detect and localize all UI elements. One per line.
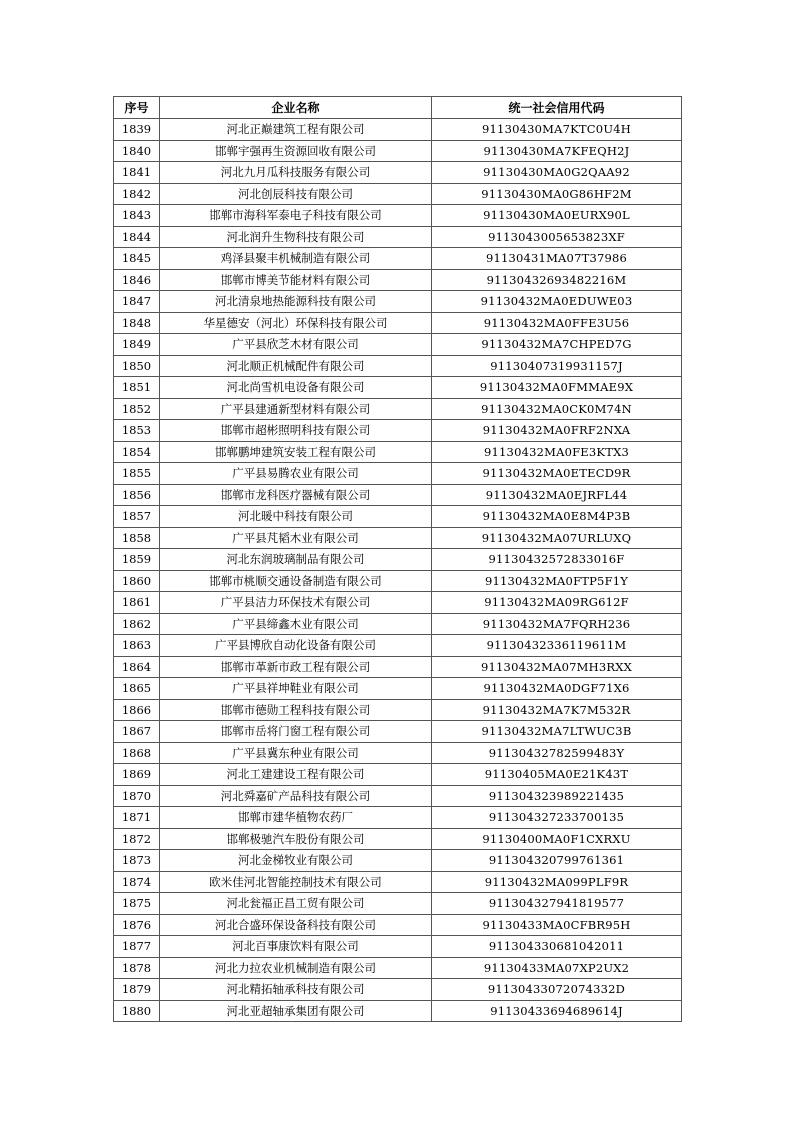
cell-enterprise-name: 邯郸市革新市政工程有限公司 <box>160 656 432 678</box>
cell-enterprise-name: 邯郸市建华植物农药厂 <box>160 807 432 829</box>
cell-enterprise-name: 河北尚雪机电设备有限公司 <box>160 377 432 399</box>
cell-credit-code: 91130433694689614J <box>432 1000 682 1022</box>
table-row <box>114 764 682 786</box>
table-row <box>114 183 682 205</box>
cell-credit-code: 91130433MA07XP2UX2 <box>432 957 682 979</box>
cell-enterprise-name: 邯郸市桃顺交通设备制造有限公司 <box>160 570 432 592</box>
cell-enterprise-name: 邯郸市超彬照明科技有限公司 <box>160 420 432 442</box>
cell-serial-number: 1877 <box>114 936 160 958</box>
cell-serial-number: 1860 <box>114 570 160 592</box>
cell-credit-code: 91130432336119611M <box>432 635 682 657</box>
cell-credit-code: 911304320799761361 <box>432 850 682 872</box>
cell-serial-number: 1843 <box>114 205 160 227</box>
table-row <box>114 506 682 528</box>
cell-credit-code: 91130431MA07T37986 <box>432 248 682 270</box>
table-row <box>114 140 682 162</box>
cell-serial-number: 1874 <box>114 871 160 893</box>
cell-enterprise-name: 邯郸市博美节能材料有限公司 <box>160 269 432 291</box>
table-row <box>114 807 682 829</box>
cell-enterprise-name: 河北合盛环保设备科技有限公司 <box>160 914 432 936</box>
cell-enterprise-name: 广平县祥坤鞋业有限公司 <box>160 678 432 700</box>
table-row <box>114 979 682 1001</box>
cell-enterprise-name: 邯郸市龙科医疗器械有限公司 <box>160 484 432 506</box>
cell-credit-code: 911304330681042011 <box>432 936 682 958</box>
cell-serial-number: 1846 <box>114 269 160 291</box>
cell-enterprise-name: 邯郸鹏坤建筑安装工程有限公司 <box>160 441 432 463</box>
cell-credit-code: 91130432MA0EJRFL44 <box>432 484 682 506</box>
table-row <box>114 656 682 678</box>
cell-enterprise-name: 河北暖中科技有限公司 <box>160 506 432 528</box>
table-row <box>114 119 682 141</box>
cell-enterprise-name: 河北正巅建筑工程有限公司 <box>160 119 432 141</box>
cell-serial-number: 1858 <box>114 527 160 549</box>
cell-serial-number: 1840 <box>114 140 160 162</box>
cell-enterprise-name: 邯郸市岳将门窗工程有限公司 <box>160 721 432 743</box>
table-header-row <box>114 97 682 119</box>
header-credit-code: 统一社会信用代码 <box>432 97 682 119</box>
cell-enterprise-name: 河北东润玻璃制品有限公司 <box>160 549 432 571</box>
cell-enterprise-name: 河北力拉农业机械制造有限公司 <box>160 957 432 979</box>
cell-enterprise-name: 广平县欣芝木材有限公司 <box>160 334 432 356</box>
cell-credit-code: 91130400MA0F1CXRXU <box>432 828 682 850</box>
table-row <box>114 334 682 356</box>
cell-credit-code: 91130432MA7CHPED7G <box>432 334 682 356</box>
table-row <box>114 592 682 614</box>
cell-enterprise-name: 广平县芃韬木业有限公司 <box>160 527 432 549</box>
table-row <box>114 785 682 807</box>
table-body <box>114 119 682 1022</box>
cell-serial-number: 1862 <box>114 613 160 635</box>
cell-enterprise-name: 河北顺正机械配件有限公司 <box>160 355 432 377</box>
table-row <box>114 570 682 592</box>
cell-serial-number: 1850 <box>114 355 160 377</box>
cell-credit-code: 91130433072074332D <box>432 979 682 1001</box>
cell-credit-code: 91130430MA0EURX90L <box>432 205 682 227</box>
cell-enterprise-name: 河北九月瓜科技服务有限公司 <box>160 162 432 184</box>
cell-credit-code: 91130432693482216M <box>432 269 682 291</box>
cell-serial-number: 1859 <box>114 549 160 571</box>
cell-serial-number: 1866 <box>114 699 160 721</box>
table-row <box>114 527 682 549</box>
table-row <box>114 420 682 442</box>
cell-credit-code: 91130433MA0CFBR95H <box>432 914 682 936</box>
cell-serial-number: 1879 <box>114 979 160 1001</box>
table-row <box>114 957 682 979</box>
table-row <box>114 699 682 721</box>
table-row <box>114 484 682 506</box>
cell-serial-number: 1865 <box>114 678 160 700</box>
cell-credit-code: 91130432MA07URLUXQ <box>432 527 682 549</box>
cell-serial-number: 1854 <box>114 441 160 463</box>
cell-serial-number: 1856 <box>114 484 160 506</box>
cell-serial-number: 1857 <box>114 506 160 528</box>
table-row <box>114 205 682 227</box>
cell-enterprise-name: 河北舜嘉矿产品科技有限公司 <box>160 785 432 807</box>
cell-enterprise-name: 广平县冀东种业有限公司 <box>160 742 432 764</box>
cell-serial-number: 1861 <box>114 592 160 614</box>
header-enterprise-name: 企业名称 <box>160 97 432 119</box>
cell-serial-number: 1864 <box>114 656 160 678</box>
cell-serial-number: 1844 <box>114 226 160 248</box>
cell-serial-number: 1847 <box>114 291 160 313</box>
cell-enterprise-name: 河北润升生物科技有限公司 <box>160 226 432 248</box>
cell-credit-code: 91130432MA099PLF9R <box>432 871 682 893</box>
table-row <box>114 678 682 700</box>
cell-enterprise-name: 河北亚超轴承集团有限公司 <box>160 1000 432 1022</box>
cell-serial-number: 1842 <box>114 183 160 205</box>
table-row <box>114 635 682 657</box>
table-row <box>114 914 682 936</box>
table-row <box>114 721 682 743</box>
cell-credit-code: 91130432MA0CK0M74N <box>432 398 682 420</box>
cell-enterprise-name: 华星德安（河北）环保科技有限公司 <box>160 312 432 334</box>
cell-enterprise-name: 广平县建通新型材料有限公司 <box>160 398 432 420</box>
cell-serial-number: 1878 <box>114 957 160 979</box>
cell-enterprise-name: 广平县缔鑫木业有限公司 <box>160 613 432 635</box>
cell-credit-code: 91130432MA0ETECD9R <box>432 463 682 485</box>
table-row <box>114 377 682 399</box>
cell-credit-code: 91130432MA7LTWUC3B <box>432 721 682 743</box>
cell-serial-number: 1851 <box>114 377 160 399</box>
cell-serial-number: 1852 <box>114 398 160 420</box>
cell-credit-code: 91130432MA0FTP5F1Y <box>432 570 682 592</box>
table-row <box>114 226 682 248</box>
cell-credit-code: 911304323989221435 <box>432 785 682 807</box>
cell-credit-code: 91130432MA0FE3KTX3 <box>432 441 682 463</box>
cell-serial-number: 1853 <box>114 420 160 442</box>
table-row <box>114 398 682 420</box>
cell-serial-number: 1863 <box>114 635 160 657</box>
table-row <box>114 871 682 893</box>
cell-credit-code: 91130432MA0DGF71X6 <box>432 678 682 700</box>
cell-credit-code: 91130432MA0FFE3U56 <box>432 312 682 334</box>
cell-credit-code: 91130430MA7KFEQH2J <box>432 140 682 162</box>
table-row <box>114 742 682 764</box>
cell-serial-number: 1871 <box>114 807 160 829</box>
cell-serial-number: 1870 <box>114 785 160 807</box>
cell-enterprise-name: 鸡泽县聚丰机械制造有限公司 <box>160 248 432 270</box>
cell-enterprise-name: 河北百事康饮料有限公司 <box>160 936 432 958</box>
cell-enterprise-name: 广平县博欣自动化设备有限公司 <box>160 635 432 657</box>
cell-serial-number: 1869 <box>114 764 160 786</box>
cell-serial-number: 1855 <box>114 463 160 485</box>
table-row <box>114 936 682 958</box>
cell-credit-code: 91130430MA7KTC0U4H <box>432 119 682 141</box>
enterprise-table <box>113 96 682 1022</box>
table-row <box>114 850 682 872</box>
cell-enterprise-name: 邯郸市德勋工程科技有限公司 <box>160 699 432 721</box>
table-row <box>114 248 682 270</box>
cell-credit-code: 911304327941819577 <box>432 893 682 915</box>
cell-credit-code: 91130432MA0FRF2NXA <box>432 420 682 442</box>
table-row <box>114 463 682 485</box>
cell-credit-code: 91130432MA7FQRH236 <box>432 613 682 635</box>
cell-enterprise-name: 河北瓮福正昌工贸有限公司 <box>160 893 432 915</box>
table-row <box>114 893 682 915</box>
cell-credit-code: 91130432MA0FMMAE9X <box>432 377 682 399</box>
cell-serial-number: 1841 <box>114 162 160 184</box>
table-row <box>114 613 682 635</box>
cell-serial-number: 1845 <box>114 248 160 270</box>
cell-credit-code: 91130432572833016F <box>432 549 682 571</box>
cell-credit-code: 9113043005653823XF <box>432 226 682 248</box>
cell-credit-code: 91130432MA0EDUWE03 <box>432 291 682 313</box>
cell-credit-code: 91130432MA09RG612F <box>432 592 682 614</box>
cell-credit-code: 91130432MA07MH3RXX <box>432 656 682 678</box>
cell-enterprise-name: 邯郸极驰汽车股份有限公司 <box>160 828 432 850</box>
cell-serial-number: 1872 <box>114 828 160 850</box>
table-row <box>114 355 682 377</box>
cell-enterprise-name: 河北创辰科技有限公司 <box>160 183 432 205</box>
cell-credit-code: 911304327233700135 <box>432 807 682 829</box>
cell-enterprise-name: 河北金梯牧业有限公司 <box>160 850 432 872</box>
cell-serial-number: 1876 <box>114 914 160 936</box>
cell-serial-number: 1868 <box>114 742 160 764</box>
cell-serial-number: 1839 <box>114 119 160 141</box>
cell-serial-number: 1849 <box>114 334 160 356</box>
cell-credit-code: 91130432MA0E8M4P3B <box>432 506 682 528</box>
table-row <box>114 291 682 313</box>
cell-enterprise-name: 河北精拓轴承科技有限公司 <box>160 979 432 1001</box>
table-row <box>114 269 682 291</box>
cell-enterprise-name: 邯郸市海科军泰电子科技有限公司 <box>160 205 432 227</box>
cell-enterprise-name: 邯郸宇强再生资源回收有限公司 <box>160 140 432 162</box>
header-serial-number: 序号 <box>114 97 160 119</box>
cell-serial-number: 1873 <box>114 850 160 872</box>
cell-credit-code: 91130405MA0E21K43T <box>432 764 682 786</box>
cell-enterprise-name: 广平县洁力环保技术有限公司 <box>160 592 432 614</box>
registry-sheet <box>113 96 681 1022</box>
cell-enterprise-name: 欧米佳河北智能控制技术有限公司 <box>160 871 432 893</box>
cell-serial-number: 1880 <box>114 1000 160 1022</box>
cell-serial-number: 1848 <box>114 312 160 334</box>
cell-enterprise-name: 河北工建建设工程有限公司 <box>160 764 432 786</box>
cell-credit-code: 91130432MA7K7M532R <box>432 699 682 721</box>
cell-serial-number: 1875 <box>114 893 160 915</box>
cell-enterprise-name: 河北清泉地热能源科技有限公司 <box>160 291 432 313</box>
cell-credit-code: 91130407319931157J <box>432 355 682 377</box>
cell-credit-code: 91130430MA0G2QAA92 <box>432 162 682 184</box>
table-row <box>114 828 682 850</box>
cell-enterprise-name: 广平县易腾农业有限公司 <box>160 463 432 485</box>
cell-credit-code: 91130430MA0G86HF2M <box>432 183 682 205</box>
table-row <box>114 162 682 184</box>
table-row <box>114 312 682 334</box>
table-row <box>114 1000 682 1022</box>
table-row <box>114 549 682 571</box>
table-row <box>114 441 682 463</box>
cell-serial-number: 1867 <box>114 721 160 743</box>
cell-credit-code: 91130432782599483Y <box>432 742 682 764</box>
